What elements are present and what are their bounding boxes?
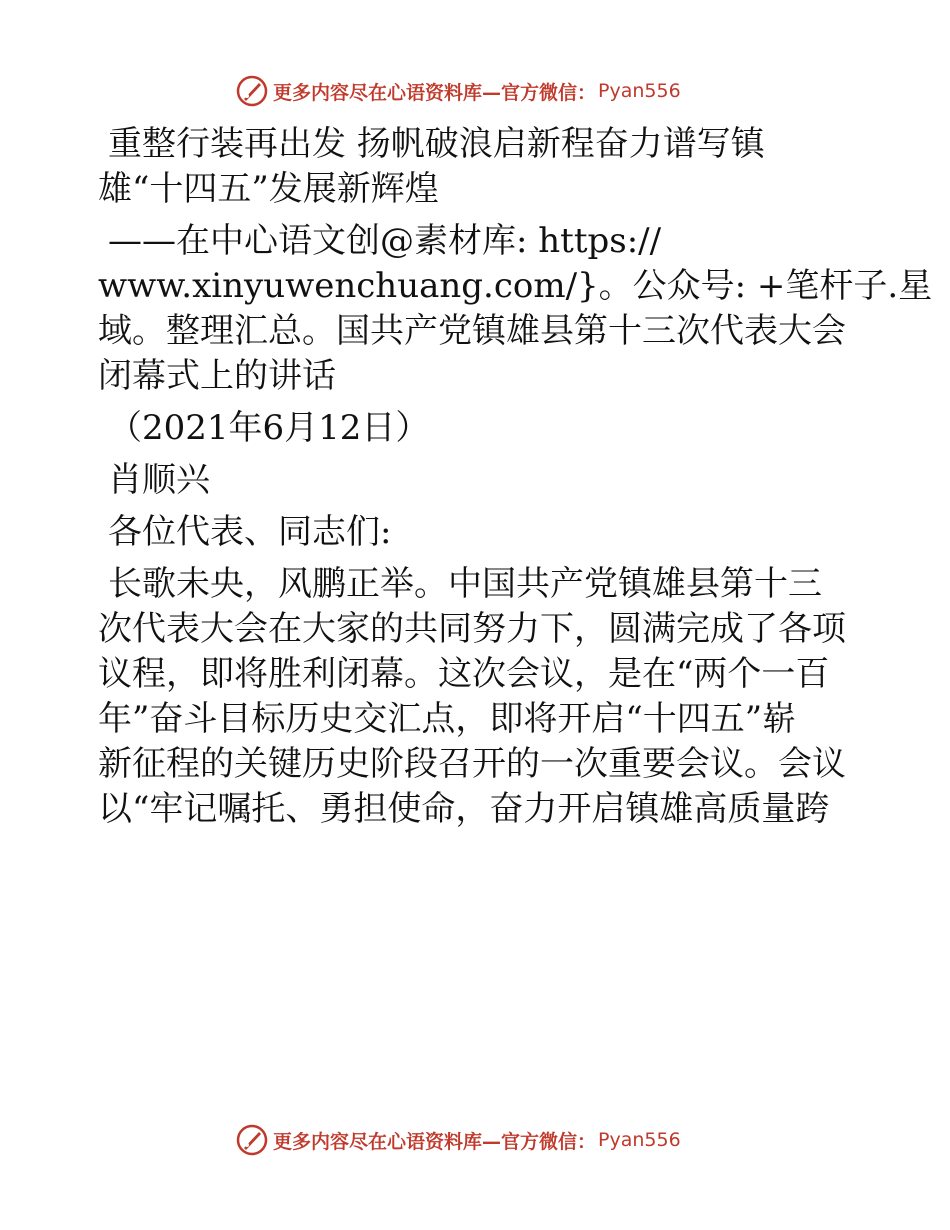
quill-logo-icon [235,74,269,108]
document-body [98,122,933,832]
speech-date: （2021年6月12日） [108,408,430,448]
banner-text: 更多内容尽在心语资料库—官方微信： [273,1130,597,1153]
subtitle-line-1: ——在中心语文创@素材库: https:// [108,221,662,261]
body-line-3: 议程，即将胜利闭幕。这次会议，是在“两个一百 [98,654,830,694]
title-line-1: 重整行装再出发 扬帆破浪启新程奋力谱写镇 [108,124,765,164]
subtitle-line-2: www.xinyuwenchuang.com/}。公众号: +笔杆子.星 [98,266,933,306]
header-banner [235,73,681,109]
subtitle-line-4: 闭幕式上的讲话 [98,356,336,396]
footer-banner [235,1122,681,1158]
salutation: 各位代表、同志们: [108,512,392,552]
banner-text: 更多内容尽在心语资料库—官方微信： [273,81,597,104]
banner-handle: Pyan556 [598,80,681,102]
quill-logo-icon [235,1123,269,1157]
body-line-5: 新征程的关键历史阶段召开的一次重要会议。会议 [98,744,846,784]
body-line-1: 长歌未央，风鹏正举。中国共产党镇雄县第十三 [108,564,822,604]
speaker-name: 肖顺兴 [108,460,210,500]
banner-handle: Pyan556 [598,1129,681,1151]
body-line-2: 次代表大会在大家的共同努力下，圆满完成了各项 [98,609,846,649]
body-line-6: 以“牢记嘱托、勇担使命，奋力开启镇雄高质量跨 [98,789,830,829]
title-line-2: 雄“十四五”发展新辉煌 [98,169,439,209]
subtitle-line-3: 域。整理汇总。国共产党镇雄县第十三次代表大会 [98,311,846,351]
body-line-4: 年”奋斗目标历史交汇点，即将开启“十四五”崭 [98,699,797,739]
